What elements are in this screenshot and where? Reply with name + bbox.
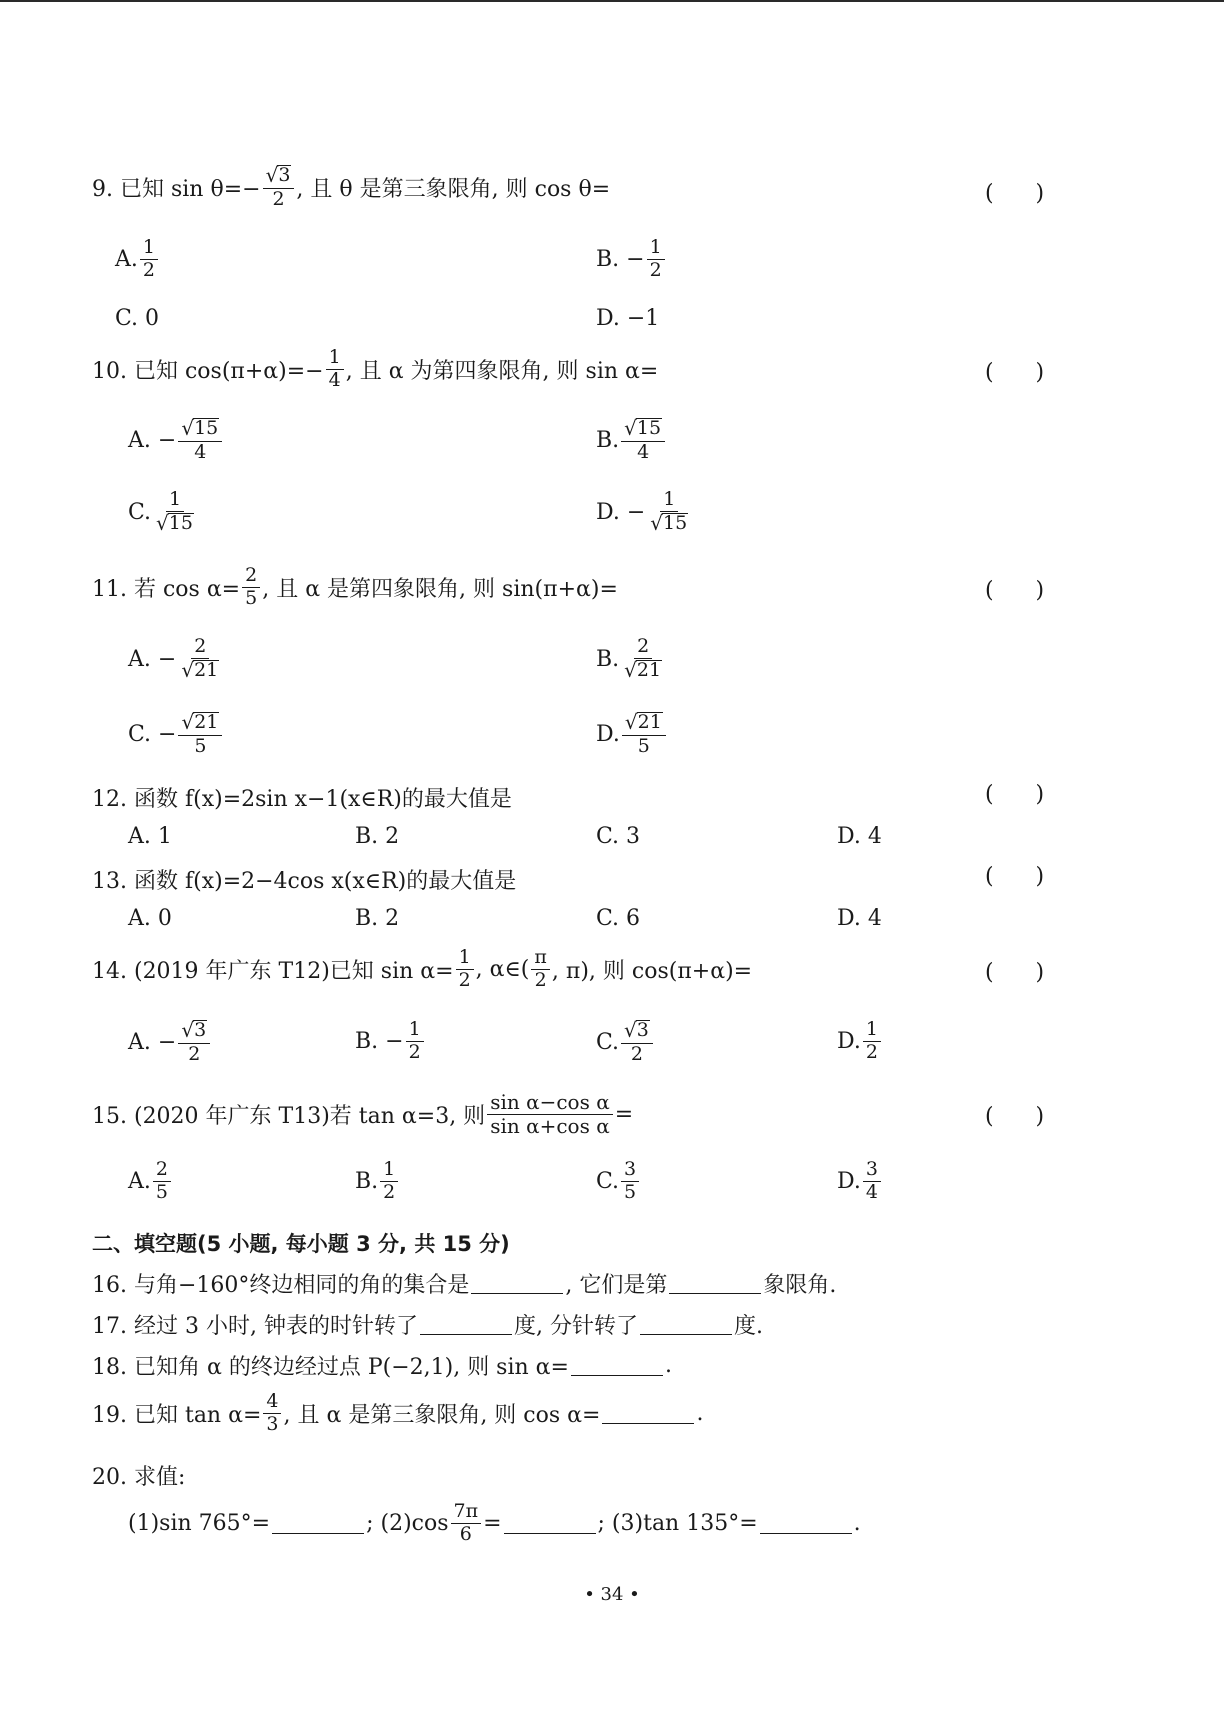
- option-12c[interactable]: C. 3: [596, 824, 641, 849]
- answer-bracket-11[interactable]: ( ): [985, 578, 1045, 603]
- option-15b[interactable]: B. $\frac{1}{2}$: [355, 1160, 400, 1203]
- blank-17-1[interactable]: [420, 1314, 512, 1335]
- blank-17-2[interactable]: [640, 1314, 732, 1335]
- option-11a[interactable]: A. − 2 √ 21: [128, 635, 219, 682]
- option-15c[interactable]: C. $\frac{3}{5}$: [596, 1160, 641, 1203]
- option-12d[interactable]: D. 4: [837, 824, 882, 849]
- question-14-stem: 14. (2019 年广东 T12)已知 sin α= $\frac{1}{2}$ , α∈( $\frac{\pi}{2}$ , π), 则 cos(π+α)=: [92, 946, 753, 991]
- option-11b[interactable]: B. 2 √ 21: [596, 635, 662, 682]
- blank-18[interactable]: [571, 1355, 663, 1376]
- option-14a[interactable]: A. − √ 3 2: [128, 1020, 212, 1065]
- question-16: 16. 与角−160°终边相同的角的集合是 , 它们是第 象限角.: [92, 1273, 837, 1298]
- question-20-title: 20. 求值:: [92, 1465, 186, 1490]
- section-fill-in-heading: 二、填空题(5 小题, 每小题 3 分, 共 15 分): [92, 1232, 510, 1256]
- option-11c[interactable]: C. − √ 21 5: [128, 712, 224, 757]
- question-13-stem: 13. 函数 f(x)=2−4cos x(x∈R)的最大值是: [92, 869, 517, 894]
- blank-20-1[interactable]: [272, 1513, 364, 1534]
- question-10-stem: 10. 已知 cos(π+α)=− $\frac{1}{4}$ , 且 α 为第四象限角, 则 sin α=: [92, 346, 659, 391]
- option-13d[interactable]: D. 4: [837, 906, 882, 931]
- option-13a[interactable]: A. 0: [128, 906, 172, 931]
- blank-20-2[interactable]: [504, 1513, 596, 1534]
- option-13c[interactable]: C. 6: [596, 906, 641, 931]
- option-14b[interactable]: B. − $\frac{1}{2}$: [355, 1020, 426, 1063]
- question-17: 17. 经过 3 小时, 钟表的时针转了 度, 分针转了 度.: [92, 1314, 763, 1339]
- answer-bracket-13[interactable]: ( ): [985, 864, 1045, 889]
- question-9-stem: 9. 已知 sin θ=− √ 3 2 , 且 θ 是第三象限角, 则 cos θ=: [92, 163, 611, 210]
- blank-16-1[interactable]: [471, 1273, 563, 1294]
- question-11-stem: 11. 若 cos α= $\frac{2}{5}$ , 且 α 是第四象限角, 则 sin(π+α)=: [92, 564, 618, 609]
- page-number: • 34 •: [584, 1584, 640, 1605]
- answer-bracket-14[interactable]: ( ): [985, 960, 1045, 985]
- option-10b[interactable]: B. √ 15 4: [596, 418, 667, 463]
- blank-19[interactable]: [602, 1403, 694, 1424]
- option-15d[interactable]: D. $\frac{3}{4}$: [837, 1160, 883, 1203]
- option-9d[interactable]: D. −1: [596, 306, 660, 331]
- option-10c[interactable]: C. 1 √ 15: [128, 488, 193, 535]
- question-15-stem: 15. (2020 年广东 T13)若 tan α=3, 则 $\frac{\text{sin α−cos α}}{\text{sin α+cos α}}$ =: [92, 1090, 634, 1138]
- question-20-parts: (1)sin 765°= ; (2)cos $\frac{7\pi}{6}$ = ; (3)tan 135°= .: [128, 1500, 861, 1545]
- blank-20-3[interactable]: [760, 1513, 852, 1534]
- question-18: 18. 已知角 α 的终边经过点 P(−2,1), 则 sin α= .: [92, 1353, 672, 1380]
- option-13b[interactable]: B. 2: [355, 906, 400, 931]
- option-12b[interactable]: B. 2: [355, 824, 400, 849]
- answer-bracket-9[interactable]: ( ): [985, 181, 1045, 206]
- answer-bracket-10[interactable]: ( ): [985, 360, 1045, 385]
- option-12a[interactable]: A. 1: [128, 824, 172, 849]
- option-9a[interactable]: A. $\frac{1}{2}$: [115, 238, 160, 281]
- option-11d[interactable]: D. √ 21 5: [596, 712, 668, 757]
- option-14c[interactable]: C. √ 3 2: [596, 1020, 655, 1065]
- answer-bracket-15[interactable]: ( ): [985, 1104, 1045, 1129]
- option-10d[interactable]: D. − 1 √ 15: [596, 488, 688, 535]
- option-15a[interactable]: A. $\frac{2}{5}$: [128, 1160, 173, 1203]
- option-10a[interactable]: A. − √ 15 4: [128, 418, 224, 463]
- answer-bracket-12[interactable]: ( ): [985, 782, 1045, 807]
- question-19: 19. 已知 tan α= $\frac{4}{3}$ , 且 α 是第三象限角, 则 cos α= .: [92, 1390, 704, 1435]
- option-9b[interactable]: B. − $\frac{1}{2}$: [596, 238, 667, 281]
- option-14d[interactable]: D. $\frac{1}{2}$: [837, 1020, 883, 1063]
- option-9c[interactable]: C. 0: [115, 306, 160, 331]
- blank-16-2[interactable]: [669, 1273, 761, 1294]
- question-12-stem: 12. 函数 f(x)=2sin x−1(x∈R)的最大值是: [92, 787, 512, 812]
